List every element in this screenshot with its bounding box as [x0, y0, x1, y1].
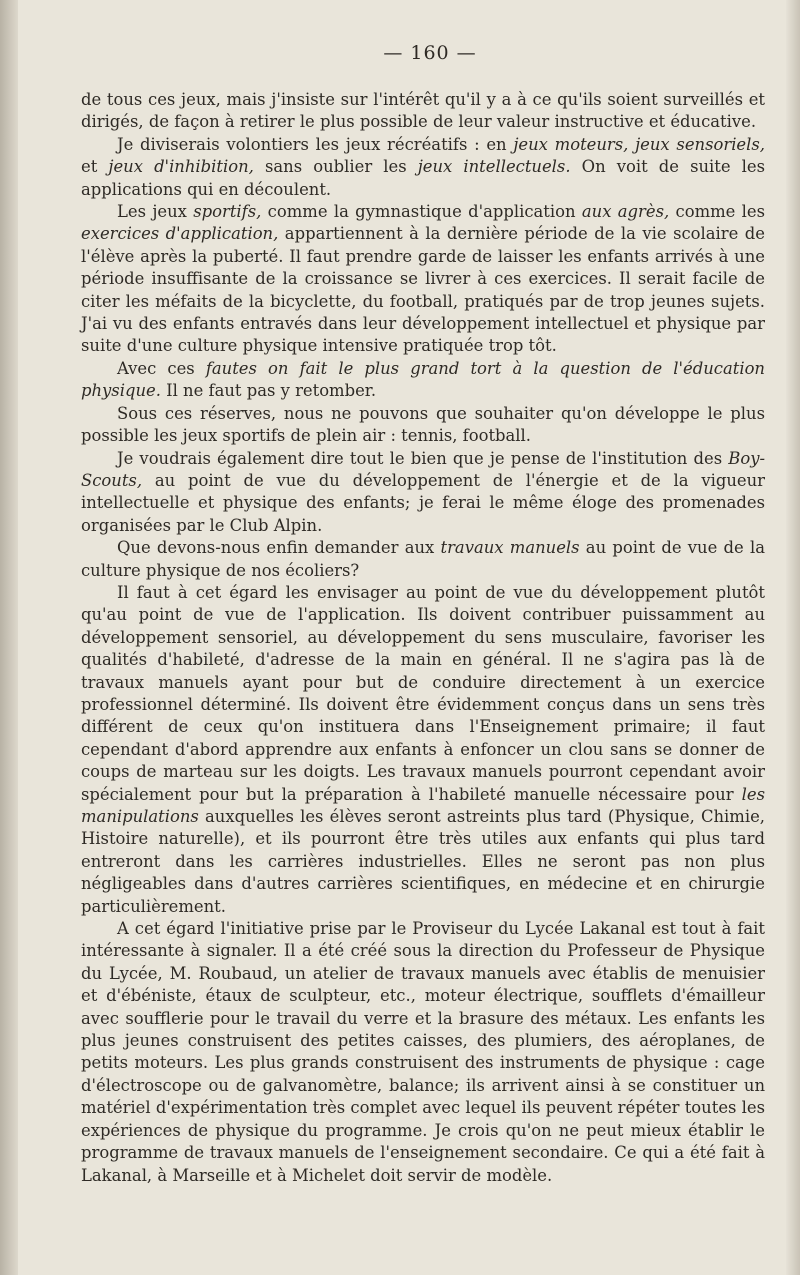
paragraph	[81, 201, 765, 358]
text-run: auxquelles les élèves seront astreints plus tard (Physique, Chimie, Histoire naturelle), et ils pourront être très utiles aux enfants qui plus tard entreront dans les carrières industrielles. Elles ne seront pas non plus négligeables dans d'autres carrières scientifiques, en médecine et en chirurgie particulièrement.	[81, 807, 765, 916]
italic-text-run: travaux manuels	[440, 538, 580, 558]
text-run: et	[81, 157, 109, 177]
text-run: Avec ces	[117, 358, 206, 378]
italic-text-run: aux agrès,	[581, 202, 670, 222]
italic-text-run: sportifs,	[193, 202, 262, 222]
text-run: Sous ces réserves, nous ne pouvons que souhaiter qu'on développe le plus possible les jeux sportifs de plein air : tennis, football.	[81, 403, 765, 446]
paragraph	[81, 537, 765, 582]
page-gutter-shadow	[0, 0, 18, 1275]
text-run: appartiennent à la dernière période de la vie scolaire de l'élève après la puberté. Il faut prendre garde de laisser les enfants arrivés à une période insuffisante de la croissance se livrer à ces exercices. Il serait facile de citer les méfaits de la bicyclette, du football, pratiqués par de trop jeunes sujets. J'ai vu des enfants entravés dans leur développement intellectuel et physique par suite d'une culture physique intensive pratiquée trop tôt.	[81, 224, 765, 356]
page-number: — 160 —	[383, 42, 477, 64]
italic-text-run: fautes on fait le plus grand tort à la question de l'éducation physique.	[81, 358, 765, 401]
text-run: sans oublier les	[253, 157, 418, 177]
italic-text-run: Boy-Scouts,	[81, 448, 765, 490]
text-run: Il faut à cet égard les envisager au point de vue du développement plutôt qu'au point de vue de l'application. Ils doivent contribuer puissamment au développement sensoriel, au développement du sens musculaire, favoriser les qualités d'habileté, d'adresse de la main en général. Il ne s'agira pas là de travaux manuels ayant pour but de conduire directement à un exercice professionnel déterminé. Ils doivent être évidemment conçus dans un sens très différent de ceux qu'on instituera dans l'Enseignement primaire; il faut cependant d'abord apprendre aux enfants à enfoncer un clou sans se donner de coups de marteau sur les doigts. Les travaux manuels pourront cependant avoir spécialement pour but la préparation à l'habileté manuelle nécessaire pour	[81, 582, 765, 804]
text-run: Les jeux	[117, 202, 194, 222]
text-run: Il ne faut pas y retomber.	[160, 381, 377, 401]
paragraph	[81, 448, 765, 538]
text-run: de tous ces jeux, mais j'insiste sur l'intérêt qu'il y a à ce qu'ils soient surveillés et dirigés, de façon à retirer le plus possible de leur valeur instructive et éducative.	[81, 90, 765, 132]
paragraph	[81, 89, 765, 134]
italic-text-run: les manipulations	[81, 784, 765, 826]
text-run: au point de vue du développement de l'énergie et de la vigueur intellectuelle et physique des enfants; je ferai le même éloge des promenades organisées par le Club Alpin.	[81, 470, 765, 535]
text-run: A cet égard l'initiative prise par le Proviseur du Lycée Lakanal est tout à fait intéressante à signaler. Il a été créé sous la direction du Professeur de Physique du Lycée, M. Roubaud, un atelier de travaux manuels avec établis de menuisier et d'ébéniste, étaux de sculpteur, etc., moteur électrique, soufflets d'émailleur avec soufflerie pour le travail du verre et la brasure des métaux. Les enfants les plus jeunes construisent des petites caisses, des plumiers, des aéroplanes, de petits moteurs. Les plus grands construisent des instruments de physique : cage d'électroscope ou de galvanomètre, balance; ils arrivent ainsi à se constituer un matériel d'expérimentation très complet avec lequel ils peuvent répéter toutes les expériences de physique du programme. Je crois qu'on ne peut mieux établir le programme de travaux manuels de l'enseignement secondaire. Ce qui a été fait à Lakanal, à Marseille et à Michelet doit servir de modèle.	[81, 919, 765, 1185]
text-run: On voit de suite les applications qui en découlent.	[81, 157, 766, 199]
text-run: au point de vue de la culture physique de nos écoliers?	[81, 538, 765, 580]
text-run: Je voudrais également dire tout le bien que je pense de l'institution des	[117, 448, 729, 468]
paragraph	[81, 918, 765, 1187]
italic-text-run: jeux intellectuels.	[417, 157, 571, 177]
paragraph	[81, 403, 765, 448]
body-text	[81, 89, 765, 1187]
text-run: Je diviserais volontiers les jeux récréatifs : en	[117, 134, 514, 154]
text-run: Que devons-nous enfin demander aux	[117, 538, 441, 558]
italic-text-run: jeux moteurs, jeux sensoriels,	[513, 134, 765, 154]
text-run: comme la gymnastique d'application	[261, 202, 582, 222]
paragraph	[81, 582, 765, 918]
page-edge-shadow	[786, 0, 800, 1275]
italic-text-run: exercices d'application,	[81, 224, 279, 244]
text-run: comme les	[669, 202, 766, 222]
paragraph	[81, 134, 765, 201]
italic-text-run: jeux d'inhibition,	[108, 157, 254, 177]
paragraph	[81, 358, 765, 403]
